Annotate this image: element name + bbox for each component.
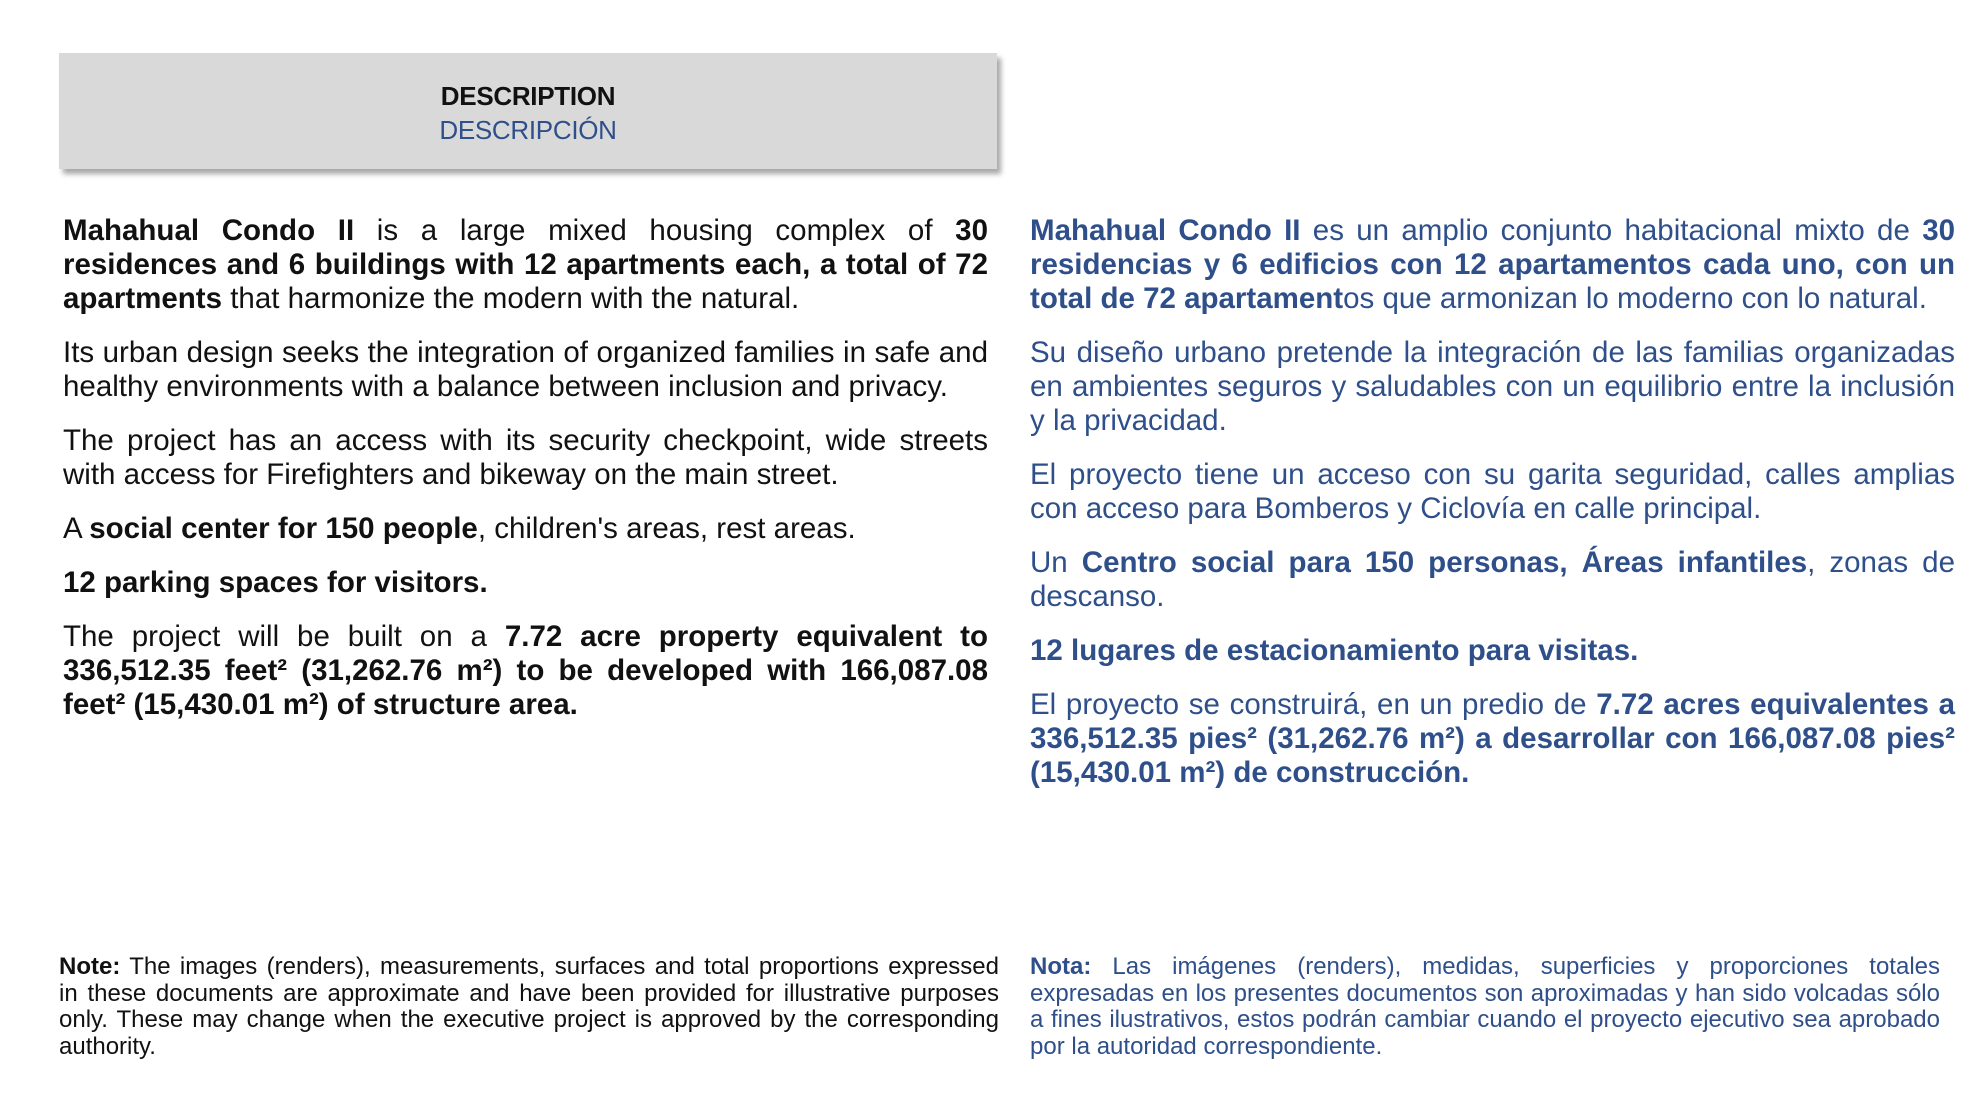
english-disclaimer-note: Note: The images (renders), measurements, surfaces and total proportions expressed in these documents are approximate and have been provided for illustrative purposes only. These may change when the executive project is approved by the corresponding authority. — [59, 953, 999, 1060]
spanish-description — [1030, 214, 1955, 810]
en-paragraph-intro: Mahahual Condo II is a large mixed housing complex of 30 residences and 6 buildings with 12 apartments each, a total of 72 apartments that harmonize the modern with the natural. — [63, 214, 988, 315]
en-paragraph-urban-design: Its urban design seeks the integration of organized families in safe and healthy environments with a balance between inclusion and privacy. — [63, 336, 988, 403]
es-paragraph-property: El proyecto se construirá, en un predio de 7.72 acres equivalentes a 336,512.35 pies² (31,262.76 m²) a desarrollar con 166,087.08 pies² (15,430.01 m²) de construcción. — [1030, 688, 1955, 789]
en-paragraph-access: The project has an access with its security checkpoint, wide streets with access for Firefighters and bikeway on the main street. — [63, 424, 988, 491]
es-paragraph-intro: Mahahual Condo II es un amplio conjunto habitacional mixto de 30 residencias y 6 edificios con 12 apartamentos cada uno, con un total de 72 apartamentos que armonizan lo moderno con lo natural. — [1030, 214, 1956, 315]
en-project-name: Mahahual Condo II — [63, 214, 355, 247]
header-title: DESCRIPTION — [440, 81, 616, 111]
description-header — [59, 53, 997, 169]
en-paragraph-social-center: A social center for 150 people, children's areas, rest areas. — [63, 512, 856, 545]
en-paragraph-parking: 12 parking spaces for visitors. — [63, 566, 488, 599]
en-note-label: Note: — [59, 953, 121, 980]
es-note-label: Nota: — [1030, 953, 1092, 980]
es-paragraph-parking: 12 lugares de estacionamiento para visitas. — [1030, 634, 1639, 667]
header-subtitle: DESCRIPCIÓN — [439, 115, 617, 145]
es-project-name: Mahahual Condo II — [1030, 214, 1301, 247]
spanish-disclaimer-note: Nota: Las imágenes (renders), medidas, superficies y proporciones totales expresadas en los presentes documentos son aproximadas y han sido volcadas sólo a fines ilustrativos, estos podrán cambiar cuando el proyecto ejecutivo sea aprobado por la autoridad correspondiente. — [1030, 953, 1940, 1060]
english-description — [63, 214, 988, 742]
es-paragraph-social-center: Un Centro social para 150 personas, Áreas infantiles, zonas de descanso. — [1030, 546, 1955, 613]
en-paragraph-property: The project will be built on a 7.72 acre property equivalent to 336,512.35 feet² (31,262.76 m²) to be developed with 166,087.08 feet² (15,430.01 m²) of structure area. — [63, 620, 988, 721]
es-paragraph-access: El proyecto tiene un acceso con su garita seguridad, calles amplias con acceso para Bomberos y Ciclovía en calle principal. — [1030, 458, 1955, 525]
es-paragraph-urban-design: Su diseño urbano pretende la integración de las familias organizadas en ambientes seguros y saludables con un equilibrio entre la inclusión y la privacidad. — [1030, 336, 1955, 437]
